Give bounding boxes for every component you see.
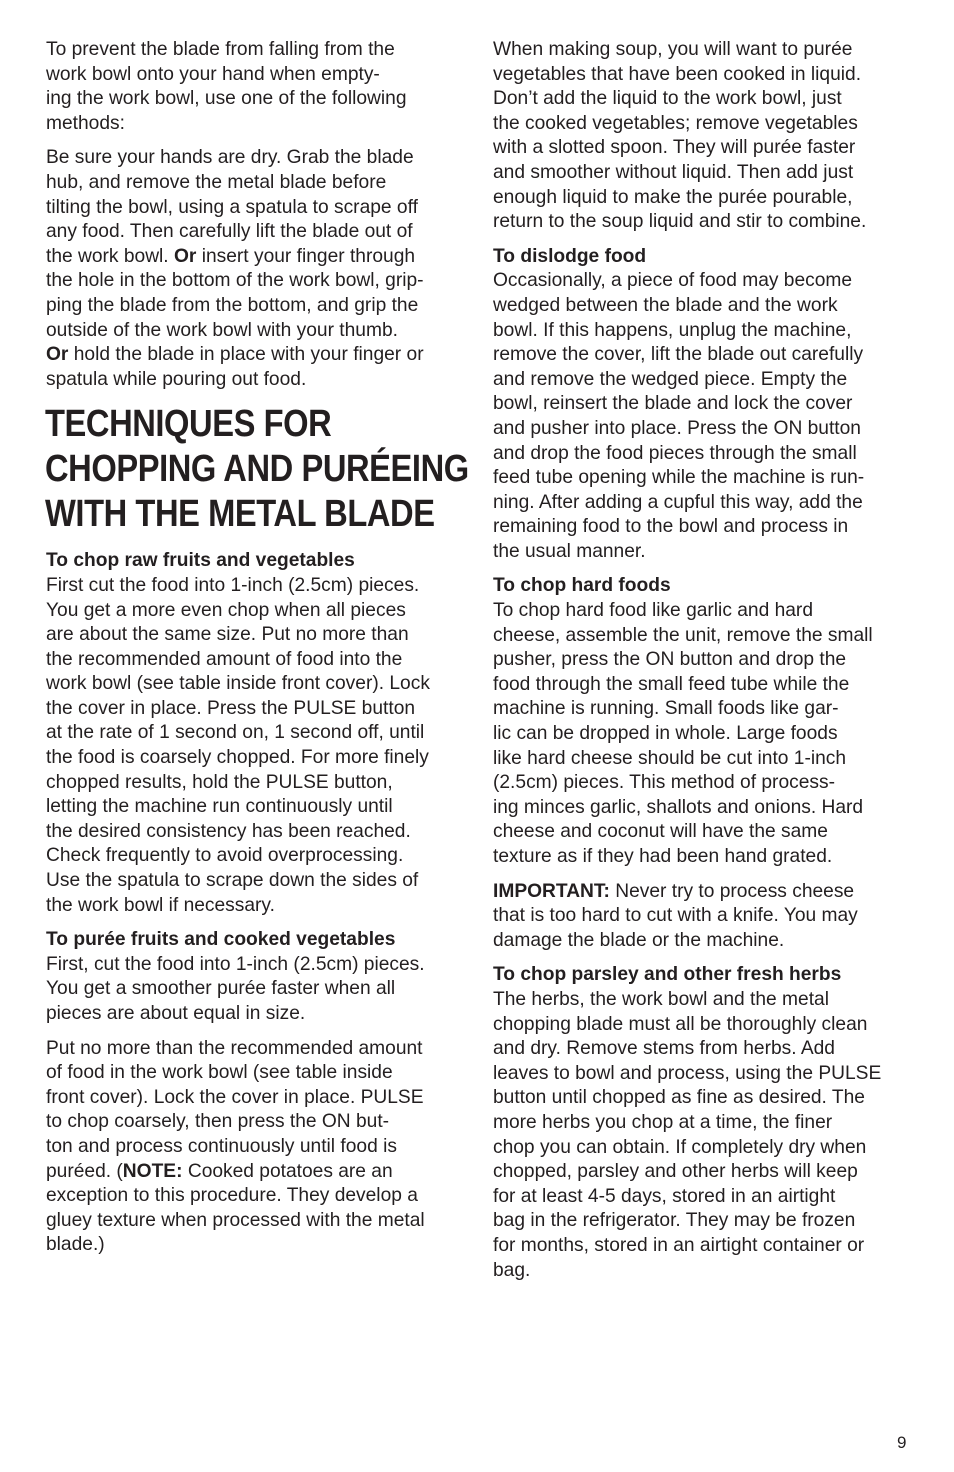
text-run: hold the blade in place with your finger or <box>68 344 424 366</box>
important-note <box>493 880 913 954</box>
note-label: NOTE: <box>122 1160 183 1182</box>
text-line: cheese and coconut will have the same <box>493 821 828 843</box>
text-line: of food in the work bowl (see table inside <box>46 1062 393 1084</box>
methods-paragraph <box>46 146 466 392</box>
text-line: return to the soup liquid and stir to combine. <box>493 211 867 233</box>
text-line: bowl. If this happens, unplug the machine, <box>493 319 852 341</box>
title-line: TECHNIQUES FOR <box>45 403 332 446</box>
title-line: CHOPPING AND PURÉEING <box>45 448 469 491</box>
text-line: You get a more even chop when all pieces <box>46 599 406 621</box>
chop-raw-section <box>46 549 466 918</box>
text-line: blade.) <box>46 1234 105 1256</box>
text-line: food through the small feed tube while the <box>493 673 850 695</box>
hard-foods-section <box>493 574 913 869</box>
text-line <box>46 1160 466 1185</box>
text-line: and drop the food pieces through the small <box>493 442 857 464</box>
text-line: Use the spatula to scrape down the sides of <box>46 870 419 892</box>
text-line: for months, stored in an airtight container or <box>493 1234 865 1256</box>
text-line: work bowl (see table inside front cover). Lock <box>46 673 430 695</box>
section-title <box>45 402 469 537</box>
text-line: the cover in place. Press the PULSE button <box>46 697 416 719</box>
text-line: To prevent the blade from falling from the <box>46 39 395 60</box>
text-line: vegetables that have been cooked in liquid. <box>493 63 862 85</box>
text-run: insert your finger through <box>196 245 416 267</box>
text-line: ing minces garlic, shallots and onions. Hard <box>493 796 864 818</box>
text-line: bowl, reinsert the blade and lock the cover <box>493 393 853 415</box>
text-line: damage the blade or the machine. <box>493 929 785 951</box>
text-line: at the rate of 1 second on, 1 second off, until <box>46 722 425 744</box>
intro-paragraph <box>46 38 466 136</box>
text-line: Don’t add the liquid to the work bowl, just <box>493 88 842 110</box>
text-line: ing the work bowl, use one of the following <box>46 88 407 110</box>
text-run: Never try to process cheese <box>609 880 855 902</box>
text-line: leaves to bowl and process, using the PULSE <box>493 1062 882 1084</box>
text-line: cheese, assemble the unit, remove the small <box>493 624 873 646</box>
text-line: to chop coarsely, then press the ON but- <box>46 1111 390 1133</box>
text-run: the work bowl. <box>46 245 174 267</box>
text-line: chop you can obtain. If completely dry when <box>493 1136 867 1158</box>
text-line: like hard cheese should be cut into 1-inch <box>493 747 847 769</box>
left-column <box>45 38 469 1268</box>
text-line: First cut the food into 1-inch (2.5cm) pieces. <box>46 574 420 596</box>
right-column <box>493 38 913 1293</box>
subsection-heading: To dislodge food <box>493 245 647 267</box>
text-line: and remove the wedged piece. Empty the <box>493 368 848 390</box>
text-line: ping the blade from the bottom, and grip the <box>46 294 419 316</box>
text-line: more herbs you chop at a time, the finer <box>493 1111 833 1133</box>
text-line: methods: <box>46 112 125 134</box>
text-line: chopped results, hold the PULSE button, <box>46 771 393 793</box>
text-line <box>46 245 466 270</box>
text-line: Occasionally, a piece of food may become <box>493 270 853 292</box>
text-line: outside of the work bowl with your thumb. <box>46 319 398 341</box>
bold-or: Or <box>173 245 197 267</box>
text-line: Put no more than the recommended amount <box>46 1037 423 1059</box>
subsection-heading: To chop hard foods <box>493 575 671 597</box>
text-line: ning. After adding a cupful this way, add the <box>493 491 863 513</box>
herbs-section <box>493 963 913 1283</box>
text-line: To chop hard food like garlic and hard <box>493 600 813 622</box>
text-line: with a slotted spoon. They will purée faster <box>493 137 856 159</box>
text-line: and smoother without liquid. Then add just <box>493 161 854 183</box>
text-line: wedged between the blade and the work <box>493 294 838 316</box>
text-line: and pusher into place. Press the ON button <box>493 417 861 439</box>
title-line: WITH THE METAL BLADE <box>45 493 435 536</box>
text-line: When making soup, you will want to purée <box>493 39 853 60</box>
dislodge-section <box>493 245 913 565</box>
text-line: You get a smoother purée faster when all <box>46 978 396 1000</box>
text-line: chopped, parsley and other herbs will keep <box>493 1161 858 1183</box>
text-line: work bowl onto your hand when empty- <box>46 63 380 85</box>
text-line: front cover). Lock the cover in place. PULSE <box>46 1086 424 1108</box>
puree-paragraph <box>46 1037 466 1258</box>
text-line: the usual manner. <box>493 540 646 562</box>
text-line: hub, and remove the metal blade before <box>46 171 387 193</box>
bold-or: Or <box>46 344 69 366</box>
text-line: The herbs, the work bowl and the metal <box>493 988 829 1010</box>
text-line: texture as if they had been hand grated. <box>493 846 833 867</box>
text-line: Be sure your hands are dry. Grab the blade <box>46 147 414 169</box>
text-line: the work bowl if necessary. <box>46 894 275 916</box>
text-line: remaining food to the bowl and process in <box>493 516 849 538</box>
text-line: feed tube opening while the machine is run- <box>493 467 865 489</box>
text-line: letting the machine run continuously until <box>46 796 393 818</box>
subsection-heading: To purée fruits and cooked vegetables <box>46 929 396 951</box>
text-line: First, cut the food into 1-inch (2.5cm) pieces. <box>46 953 425 975</box>
text-run: puréed. ( <box>46 1160 123 1182</box>
text-line: for at least 4-5 days, stored in an airtight <box>493 1185 836 1207</box>
text-line: machine is running. Small foods like gar- <box>493 698 839 720</box>
subsection-heading: To chop raw fruits and vegetables <box>46 550 355 572</box>
important-label: IMPORTANT: <box>493 880 610 902</box>
text-line: enough liquid to make the purée pourable, <box>493 186 853 208</box>
text-line <box>46 343 466 368</box>
text-line: Check frequently to avoid overprocessing. <box>46 845 404 867</box>
text-line: pieces are about equal in size. <box>46 1003 306 1024</box>
text-line: ton and process continuously until food is <box>46 1135 397 1157</box>
subsection-heading: To chop parsley and other fresh herbs <box>493 964 842 986</box>
text-line: tilting the bowl, using a spatula to scrape off <box>46 196 418 218</box>
text-line: bag. <box>493 1259 531 1281</box>
text-line: the food is coarsely chopped. For more finely <box>46 747 429 769</box>
text-line <box>493 880 913 905</box>
text-line: the recommended amount of food into the <box>46 648 403 670</box>
text-line: remove the cover, lift the blade out carefully <box>493 344 864 366</box>
text-line: are about the same size. Put no more than <box>46 624 409 646</box>
text-line: spatula while pouring out food. <box>46 368 307 390</box>
text-line: lic can be dropped in whole. Large foods <box>493 723 838 745</box>
text-line: any food. Then carefully lift the blade out of <box>46 221 413 243</box>
text-line: exception to this procedure. They develop a <box>46 1185 418 1207</box>
text-line: and dry. Remove stems from herbs. Add <box>493 1038 835 1060</box>
text-line: pusher, press the ON button and drop the <box>493 649 847 671</box>
page-number: 9 <box>897 1433 907 1452</box>
text-line: gluey texture when processed with the metal <box>46 1209 425 1231</box>
text-line: the cooked vegetables; remove vegetables <box>493 112 858 134</box>
soup-paragraph <box>493 38 913 235</box>
text-line: the desired consistency has been reached. <box>46 820 411 842</box>
text-run: Cooked potatoes are an <box>182 1160 393 1182</box>
text-line: chopping blade must all be thoroughly clean <box>493 1013 868 1035</box>
text-line: that is too hard to cut with a knife. You may <box>493 905 858 927</box>
text-line: button until chopped as fine as desired. The <box>493 1087 865 1109</box>
text-line: the hole in the bottom of the work bowl, grip- <box>46 270 424 292</box>
puree-section <box>46 928 466 1026</box>
text-line: bag in the refrigerator. They may be frozen <box>493 1210 856 1232</box>
text-line: (2.5cm) pieces. This method of process- <box>493 772 835 794</box>
